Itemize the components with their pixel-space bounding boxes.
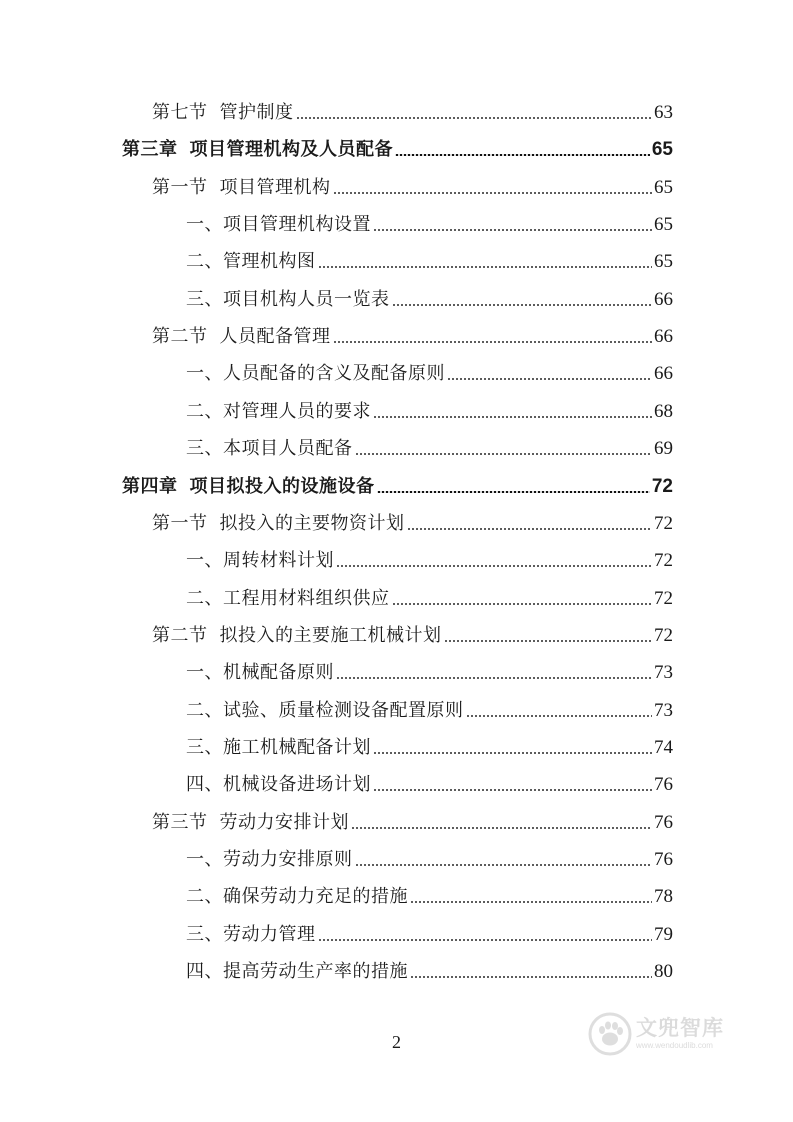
toc-entry-text: [152, 623, 442, 649]
toc-entry-title: 劳动力管理: [223, 923, 316, 945]
toc-entry-number: 二、: [186, 587, 223, 609]
toc-entry-number: 第二节: [152, 624, 208, 646]
toc-entry[interactable]: [152, 324, 673, 350]
toc-entry-title: 确保劳动力充足的措施: [223, 886, 408, 908]
toc-entry-number: 第二节: [152, 326, 208, 348]
toc-entry-title: 提高劳动生产率的措施: [223, 961, 408, 983]
toc-leader-dots: [351, 827, 652, 829]
toc-entry-number: 三、: [186, 736, 223, 758]
toc-entry-page: 66: [654, 326, 673, 348]
toc-entry-page: 76: [654, 774, 673, 796]
toc-entry-page: 79: [654, 923, 673, 945]
toc-entry-number: 三、: [186, 438, 223, 460]
toc-leader-dots: [336, 565, 652, 567]
toc-entry[interactable]: [186, 399, 673, 425]
toc-entry-title: 拟投入的主要施工机械计划: [219, 624, 442, 646]
toc-leader-dots: [296, 117, 653, 119]
toc-leader-dots: [407, 528, 653, 530]
watermark: [588, 1012, 724, 1056]
toc-entry-number: 三、: [186, 923, 223, 945]
toc-entry-title: 施工机械配备计划: [223, 736, 371, 758]
toc-entry[interactable]: [186, 212, 673, 238]
toc-entry[interactable]: [186, 884, 673, 910]
toc-leader-dots: [355, 864, 653, 866]
toc-entry-text: [186, 884, 408, 910]
toc-leader-dots: [333, 192, 653, 194]
paw-logo-icon: [588, 1012, 632, 1056]
toc-entry-title: 工程用材料组织供应: [223, 587, 390, 609]
toc-entry-page: 72: [654, 550, 673, 572]
toc-leader-dots: [410, 901, 652, 903]
toc-entry-title: 劳动力安排计划: [219, 811, 349, 833]
toc-entry-text: [186, 660, 334, 686]
toc-entry-title: 人员配备管理: [219, 326, 331, 348]
toc-entry-page: 73: [654, 662, 673, 684]
toc-entry-text: [186, 436, 353, 462]
page-number: 2: [392, 1032, 401, 1052]
toc-entry-page: 66: [654, 363, 673, 385]
toc-entry-text: [186, 586, 390, 612]
toc-entry-title: 机械设备进场计划: [223, 774, 371, 796]
toc-entry-text: [186, 847, 353, 873]
toc-leader-dots: [447, 378, 652, 380]
toc-leader-dots: [373, 416, 652, 418]
toc-entry-number: 一、: [186, 662, 223, 684]
watermark-url: www.wendoudlib.com: [636, 1041, 713, 1050]
toc-entry-text: [186, 287, 390, 313]
toc-entry[interactable]: [186, 548, 673, 574]
toc-entry[interactable]: [152, 511, 673, 537]
toc-entry[interactable]: [186, 586, 673, 612]
toc-entry[interactable]: [186, 436, 673, 462]
toc-entry-number: 二、: [186, 699, 223, 721]
toc-entry-title: 拟投入的主要物资计划: [219, 512, 405, 534]
toc-entry-page: 66: [654, 288, 673, 310]
toc-entry[interactable]: [186, 361, 673, 387]
toc-leader-dots: [373, 789, 652, 791]
toc-entry-number: 第一节: [152, 512, 208, 534]
toc-entry-number: 二、: [186, 251, 223, 273]
toc-entry-text: [186, 399, 371, 425]
toc-entry-page: 76: [654, 811, 673, 833]
toc-entry[interactable]: [122, 137, 673, 163]
toc-leader-dots: [355, 453, 653, 455]
toc-entry-text: [186, 249, 316, 275]
toc-entry-title: 机械配备原则: [223, 662, 334, 684]
toc-entry-page: 72: [651, 475, 673, 497]
toc-entry-title: 项目管理机构设置: [223, 214, 371, 236]
toc-entry-page: 76: [654, 849, 673, 870]
toc-entry[interactable]: [186, 847, 673, 873]
toc-entry-page: 63: [654, 102, 673, 123]
toc-entry-text: [186, 212, 371, 238]
toc-entry-text: [186, 922, 316, 948]
toc-entry-page: 78: [654, 886, 673, 908]
toc-entry-title: 项目机构人员一览表: [223, 288, 390, 310]
toc-leader-dots: [395, 154, 650, 156]
toc-leader-dots: [466, 715, 653, 717]
toc-entry[interactable]: [152, 175, 673, 201]
toc-entry-number: 二、: [186, 400, 223, 422]
toc-leader-dots: [410, 976, 652, 978]
toc-entry-page: 65: [654, 176, 673, 198]
toc-entry-title: 管理机构图: [223, 251, 316, 273]
toc-entry-page: 74: [654, 736, 673, 758]
toc-entry-number: 第四章: [122, 475, 178, 497]
toc-entry-text: [122, 474, 375, 500]
toc-entry-page: 72: [654, 512, 673, 534]
toc-entry-page: 72: [654, 624, 673, 646]
toc-entry-number: 一、: [186, 550, 223, 572]
toc-entry-text: [186, 548, 334, 574]
toc-entry-number: 三、: [186, 288, 223, 310]
toc-entry-number: 第七节: [152, 102, 208, 123]
toc-entry-text: [152, 324, 331, 350]
toc-leader-dots: [318, 266, 653, 268]
toc-entry-number: 四、: [186, 774, 223, 796]
toc-leader-dots: [392, 304, 653, 306]
toc-entry-title: 试验、质量检测设备配置原则: [223, 699, 464, 721]
toc-entry-page: 68: [654, 400, 673, 422]
toc-leader-dots: [333, 341, 653, 343]
toc-entry-page: 80: [654, 961, 673, 983]
toc-entry-title: 本项目人员配备: [223, 438, 353, 460]
toc-entry-text: [122, 137, 393, 163]
toc-entry[interactable]: [186, 660, 673, 686]
toc-entry-text: [152, 100, 294, 126]
toc-entry-title: 周转材料计划: [223, 550, 334, 572]
toc-entry-page: 73: [654, 699, 673, 721]
toc-leader-dots: [373, 229, 652, 231]
toc-entry[interactable]: [186, 698, 673, 724]
toc-entry-text: [152, 810, 349, 836]
toc-entry-number: 四、: [186, 961, 223, 983]
toc-entry[interactable]: [186, 772, 673, 798]
toc-leader-dots: [377, 491, 650, 493]
toc-entry-page: 72: [654, 587, 673, 609]
toc-entry[interactable]: [152, 810, 673, 836]
toc-entry-text: [152, 175, 331, 201]
toc-leader-dots: [336, 677, 652, 679]
toc-entry-text: [186, 698, 464, 724]
toc-leader-dots: [444, 640, 653, 642]
toc-entry-title: 项目拟投入的设施设备: [189, 475, 375, 497]
toc-entry-title: 项目管理机构及人员配备: [189, 139, 393, 161]
toc-entry[interactable]: [186, 735, 673, 761]
toc-entry-page: 65: [654, 214, 673, 236]
toc-entry-number: 二、: [186, 886, 223, 908]
toc-entry-text: [152, 511, 405, 537]
toc-entry-text: [186, 735, 371, 761]
toc-entry-text: [186, 772, 371, 798]
toc-entry-page: 65: [651, 139, 673, 161]
toc-entry-title: 管护制度: [219, 102, 294, 123]
toc-entry[interactable]: [152, 623, 673, 649]
toc-leader-dots: [373, 752, 652, 754]
toc-entry-title: 对管理人员的要求: [223, 400, 371, 422]
toc-entry-page: 65: [654, 251, 673, 273]
toc-entry-number: 第三章: [122, 139, 178, 161]
toc-entry-text: [186, 361, 445, 387]
toc-entry-title: 项目管理机构: [219, 176, 331, 198]
toc-entry[interactable]: [186, 922, 673, 948]
toc-entry-text: [186, 959, 408, 985]
toc-entry-title: 劳动力安排原则: [223, 849, 353, 870]
toc-leader-dots: [392, 603, 653, 605]
toc-entry[interactable]: [186, 959, 673, 985]
toc-entry[interactable]: [122, 474, 673, 500]
toc-entry-number: 一、: [186, 849, 223, 870]
toc-entry[interactable]: [186, 287, 673, 313]
toc-entry-number: 一、: [186, 363, 223, 385]
toc-entry-number: 一、: [186, 214, 223, 236]
toc-entry[interactable]: [186, 249, 673, 275]
watermark-title: 文兜智库: [636, 1016, 724, 1040]
toc-entry-number: 第一节: [152, 176, 208, 198]
toc-entry[interactable]: [152, 100, 673, 126]
toc-leader-dots: [318, 939, 653, 941]
toc-entry-title: 人员配备的含义及配备原则: [223, 363, 445, 385]
toc-entry-number: 第三节: [152, 811, 208, 833]
toc-entry-page: 69: [654, 438, 673, 460]
